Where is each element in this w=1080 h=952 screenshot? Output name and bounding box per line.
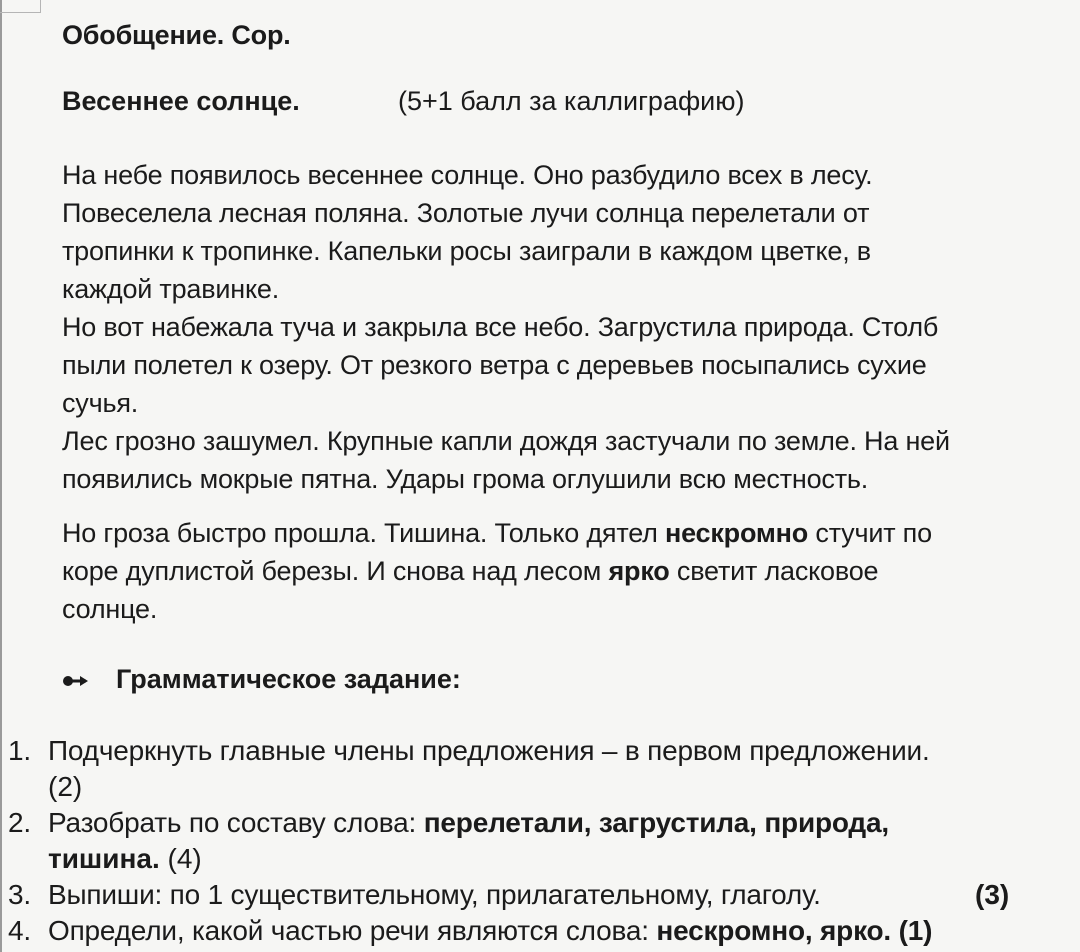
task-bold-words: перелетали, загрустила, природа, [423,807,889,838]
paragraph-line: каждой травинке. [62,274,280,304]
score-note: (5+1 балл за каллиграфию) [398,86,745,116]
paragraph-line: Повеселела лесная поляна. Золотые лучи солнца перелетали от [62,198,870,228]
line-text: стучит по [808,518,932,548]
paragraph-line: сучья. [62,388,139,418]
text-heading-row [62,84,962,118]
task-number: 2. [8,807,31,838]
task-points: (3) [975,879,1010,910]
task-item [8,878,821,912]
task-item [8,806,889,840]
task-text: Подчеркнуть главные члены предложения – в первом предложении. [48,735,930,766]
task-item [8,734,930,768]
paragraph-line: солнце. [62,594,158,624]
task-bold-words: тишина. [48,843,160,874]
bold-word: ярко [608,556,670,586]
grammar-header-label: Грамматическое задание: [116,664,461,694]
task-points: (2) [48,771,83,802]
bold-word: нескромно [664,518,809,548]
paragraph-line: тропинки к тропинке. Капельки росы заиграли в каждом цветке, в [62,236,871,266]
task-continuation [48,842,202,876]
paragraph-line: пыли полетел к озеру. От резкого ветра с деревьев посыпались сухие [62,350,927,380]
task-text: Определи, какой частью речи являются слова: [48,915,657,946]
paragraph-line [62,516,932,550]
task-points: (4) [159,843,202,874]
line-text: Но гроза быстро прошла. Тишина. Только дятел [62,518,665,548]
task-number: 3. [8,879,31,910]
task-bold-words: нескромно, ярко. (1) [656,915,933,946]
line-text: коре дуплистой березы. И снова над лесом [62,556,609,586]
arrow-bullet-icon [62,664,116,698]
task-text: Выпиши: по 1 существительному, прилагательному, глаголу. [48,879,821,910]
task-number: 4. [8,915,31,946]
task-item [8,914,932,948]
line-text: светит ласковое [669,556,879,586]
grammar-header [62,662,461,698]
task-number: 1. [8,735,31,766]
paragraph-line: Лес грозно зашумел. Крупные капли дождя застучали по земле. На ней [62,426,950,456]
paragraph-line [62,554,878,588]
document-title: Обобщение. Сор. [62,20,291,50]
task-text: Разобрать по составу слова: [48,807,424,838]
paragraph-line: Но вот набежала туча и закрыла все небо. Загрустила природа. Столб [62,312,939,342]
text-title: Весеннее солнце. [62,86,300,116]
paragraph-line: появились мокрые пятна. Удары грома оглушили всю местность. [62,464,869,494]
paragraph-line: На небе появилось весеннее солнце. Оно разбудило всех в лесу. [62,160,873,190]
